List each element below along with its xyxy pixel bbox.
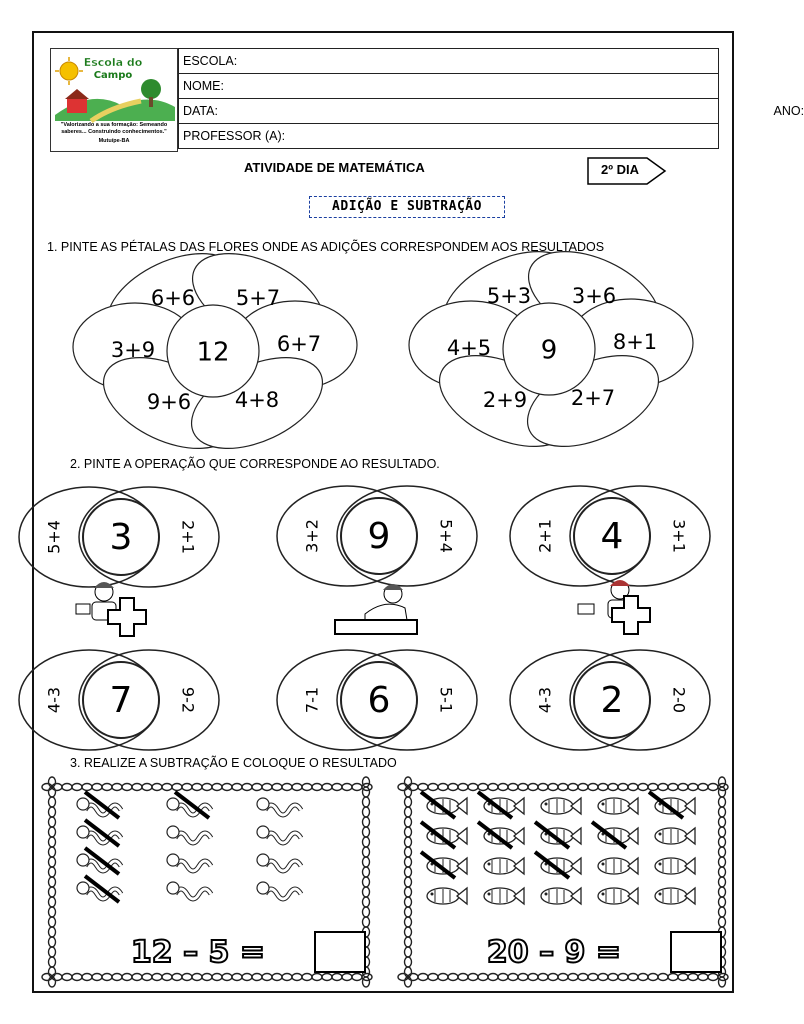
addition-venn-1 — [19, 487, 219, 587]
child-addition-illustration-2 — [578, 580, 650, 634]
venn-result: 2 — [600, 680, 624, 721]
venn-right-label: 3+1 — [669, 519, 689, 553]
venn-left-label: 4-3 — [44, 686, 64, 714]
activity-subtitle: ADIÇÃO E SUBTRAÇÃO — [309, 196, 505, 218]
petal-label: 4+8 — [234, 388, 280, 412]
svg-text:Escola do: Escola do — [83, 56, 143, 69]
venn-result: 3 — [109, 517, 133, 558]
fish-item — [655, 828, 695, 844]
day-badge-label: 2º DIA — [601, 162, 639, 177]
petal-label: 2+9 — [482, 388, 528, 412]
child-addition-illustration-1 — [76, 582, 146, 636]
fish-item — [541, 798, 581, 814]
petal-label: 4+5 — [446, 336, 492, 360]
fish-item — [484, 858, 524, 874]
field-escola[interactable]: ESCOLA: — [179, 49, 719, 74]
field-professor[interactable]: PROFESSOR (A): — [179, 124, 719, 149]
question-2-label: 2. PINTE A OPERAÇÃO QUE CORRESPONDE AO RESULTADO. — [70, 457, 440, 471]
venn-left-label: 7-1 — [302, 686, 322, 714]
fish-item — [427, 888, 467, 904]
question-1-label: 1. PINTE AS PÉTALAS DAS FLORES ONDE AS ADIÇÕES CORRESPONDEM AOS RESULTADOS — [47, 240, 605, 254]
question-3-label: 3. REALIZE A SUBTRAÇÃO E COLOQUE O RESULTADO — [70, 756, 397, 770]
venn-right-label: 5+4 — [436, 519, 456, 553]
fish-item — [655, 888, 695, 904]
fish-item — [655, 858, 695, 874]
svg-text:Campo: Campo — [93, 70, 133, 81]
answer-box[interactable] — [671, 932, 721, 972]
worm-item — [167, 854, 211, 871]
worm-item — [167, 882, 211, 899]
flower-2 — [409, 233, 693, 465]
venn-left-label: 3+2 — [302, 519, 322, 553]
fish-item — [598, 858, 638, 874]
fish-item — [541, 888, 581, 904]
venn-right-label: 5-1 — [436, 686, 456, 714]
petal-label: 9+6 — [146, 390, 192, 414]
petal-label: 3+6 — [571, 284, 617, 308]
venn-right-label: 2+1 — [178, 520, 198, 554]
venn-result: 6 — [367, 680, 391, 721]
worm-item — [257, 882, 301, 899]
worm-item — [257, 798, 301, 815]
subtraction-venn-3 — [510, 650, 710, 750]
flower-1 — [73, 235, 357, 467]
venn-left-label: 2+1 — [535, 519, 555, 553]
petal-label: 2+7 — [570, 386, 616, 410]
petal-label: 5+3 — [486, 284, 532, 308]
worm-item — [257, 826, 301, 843]
fish-item — [598, 798, 638, 814]
addition-venn-3 — [510, 486, 710, 586]
flower-center-value: 9 — [540, 335, 558, 366]
activity-title: ATIVIDADE DE MATEMÁTICA — [244, 160, 425, 175]
petal-label: 3+9 — [110, 338, 156, 362]
subtraction-expression: 12 – 5 = — [130, 935, 265, 970]
petal-label: 8+1 — [612, 330, 658, 354]
venn-right-label: 9-2 — [178, 686, 198, 714]
subtraction-box-1 — [42, 777, 372, 987]
subtraction-venn-2 — [277, 650, 477, 750]
fish-item — [484, 888, 524, 904]
petal-label: 5+7 — [235, 286, 281, 310]
worm-item — [257, 854, 301, 871]
venn-result: 9 — [367, 516, 391, 557]
venn-right-label: 2-0 — [669, 686, 689, 714]
addition-venn-2 — [277, 486, 477, 586]
venn-left-label: 4-3 — [535, 686, 555, 714]
fish-item — [598, 888, 638, 904]
field-data[interactable]: DATA: ANO: — [179, 99, 719, 124]
petal-label: 6+7 — [276, 332, 322, 356]
venn-result: 4 — [600, 516, 624, 557]
petal-label: 6+6 — [150, 286, 196, 310]
flower-center-value: 12 — [196, 337, 230, 368]
field-nome[interactable]: NOME: — [179, 74, 719, 99]
answer-box[interactable] — [315, 932, 365, 972]
subtraction-venn-1 — [19, 650, 219, 750]
worm-item — [167, 826, 211, 843]
logo-caption: "Valorizando a sua formação: Semeando saberes... Construindo conhecimentos." — [60, 122, 168, 135]
venn-result: 7 — [109, 680, 133, 721]
subtraction-expression: 20 – 9 = — [486, 935, 621, 970]
field-ano: ANO: — [773, 104, 804, 118]
venn-left-label: 5+4 — [44, 520, 64, 554]
child-minus-illustration — [335, 584, 417, 634]
subtraction-box-2 — [398, 777, 728, 987]
logo-city: Mutuípe-BA — [98, 138, 130, 144]
